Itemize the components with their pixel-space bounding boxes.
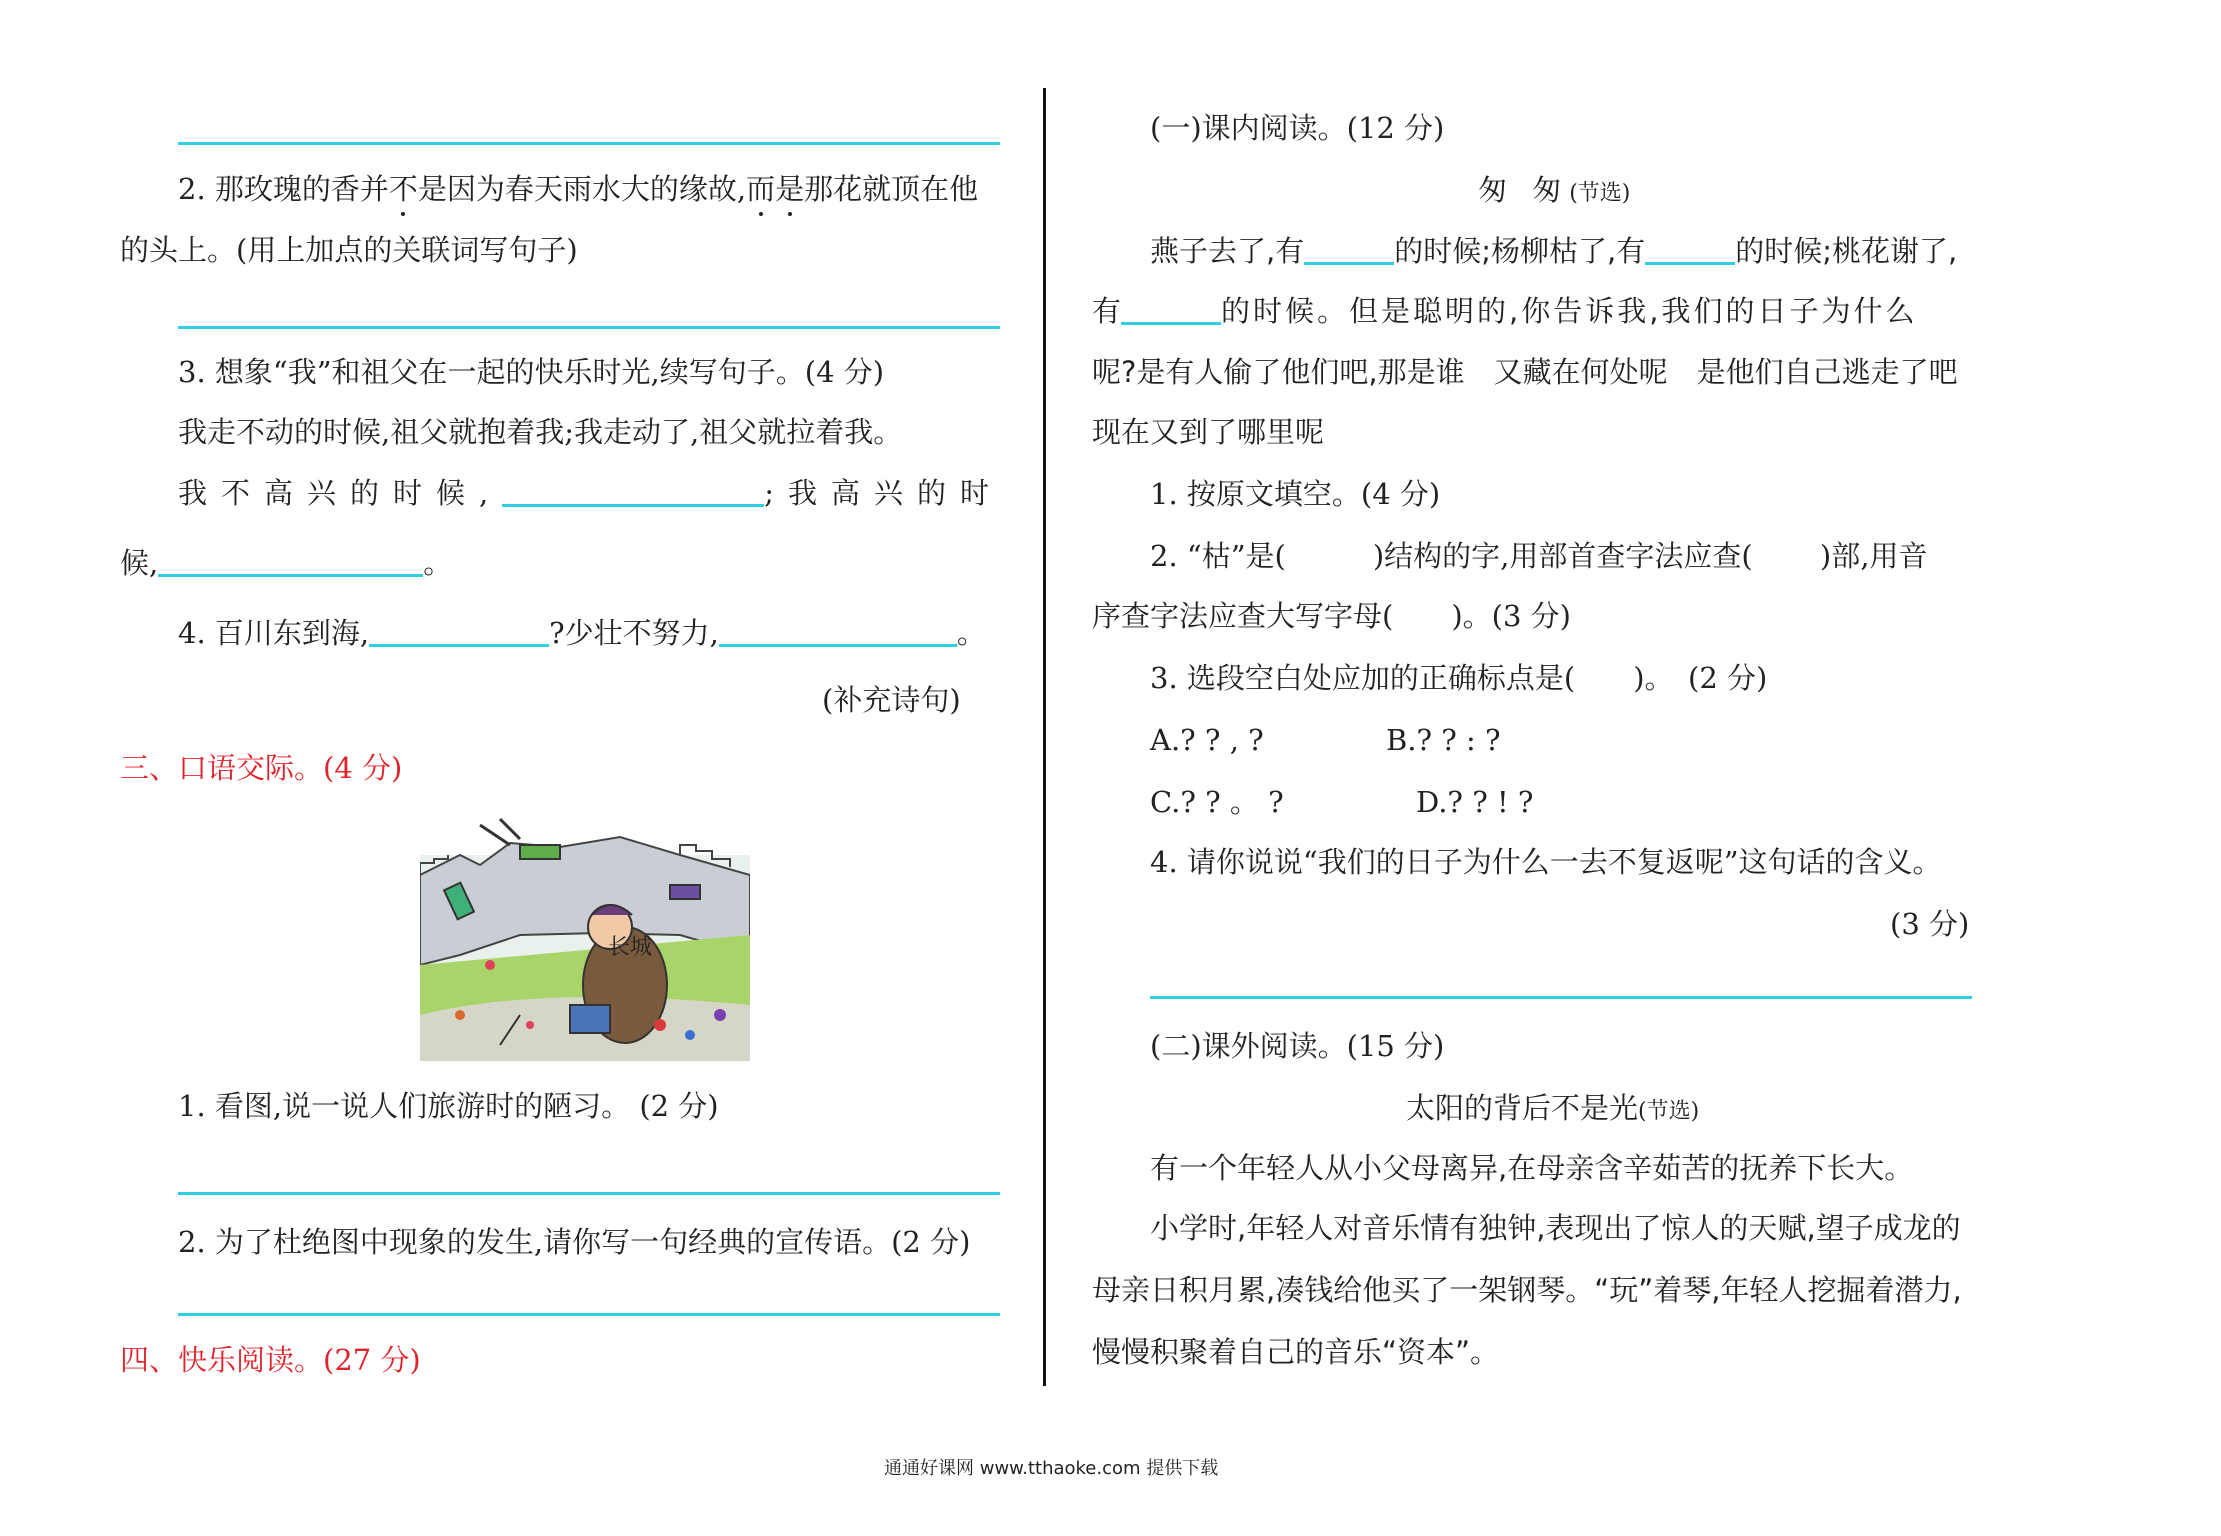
oral-question-2: 2. 为了杜绝图中现象的发生,请你写一句经典的宣传语。(2 分) xyxy=(178,1225,971,1259)
option-a[interactable]: A.? ? , ? xyxy=(1150,723,1264,757)
great-wall-cartoon xyxy=(420,815,750,1061)
part-2-heading: (二)课外阅读。(15 分) xyxy=(1150,1029,1445,1063)
passage-1-line-2: 有 的时候。但是聪明的,你告诉我,我们的日子为什么 xyxy=(1092,294,1918,328)
question-3-fill-line-2: 候, 。 xyxy=(120,546,453,580)
passage-2-line-1: 有一个年轻人从小父母离异,在母亲含辛茹苦的抚养下长大。 xyxy=(1150,1151,1914,1185)
passage-2-line-2: 小学时,年轻人对音乐情有独钟,表现出了惊人的天赋,望子成龙的 xyxy=(1150,1211,1961,1245)
fill-blank[interactable] xyxy=(502,478,764,507)
fill-blank[interactable] xyxy=(1121,296,1221,325)
illustration xyxy=(420,815,750,1061)
question-4: 4. 百川东到海, ?少壮不努力, 。 xyxy=(178,616,986,650)
question-3: 3. 想象“我”和祖父在一起的快乐时光,续写句子。(4 分) xyxy=(178,355,885,389)
oral-question-1: 1. 看图,说一说人们旅游时的陋习。 (2 分) xyxy=(178,1089,719,1123)
option-d[interactable]: D.? ? ! ? xyxy=(1416,785,1534,819)
section-3-heading: 三、口语交际。(4 分) xyxy=(120,751,403,785)
fill-blank[interactable] xyxy=(719,618,957,647)
answer-line[interactable] xyxy=(178,1313,1000,1316)
reading-question-1: 1. 按原文填空。(4 分) xyxy=(1150,477,1441,511)
question-2-line-2: 的头上。(用上加点的关联词写句子) xyxy=(120,233,578,267)
question-2-line-1: 2. 那玫瑰的香并不是因为春天雨水大的缘故,而是那花就顶在他 xyxy=(178,172,979,206)
question-4-note: (补充诗句) xyxy=(822,683,961,717)
passage-1-line-4: 现在又到了哪里呢 xyxy=(1092,415,1325,449)
question-3-fill-line-1: 我不高兴的时候, ;我高兴的时 xyxy=(178,476,1003,510)
column-divider xyxy=(1043,88,1046,1386)
footer-credit: 通通好课网 www.tthaoke.com 提供下载 xyxy=(884,1458,1219,1479)
passage-2-title: 太阳的背后不是光(节选) xyxy=(1406,1091,1700,1125)
fill-blank[interactable] xyxy=(1304,236,1394,265)
emphasis-char: 而 xyxy=(746,172,776,206)
reading-question-2b: 序查字法应查大写字母( )。(3 分) xyxy=(1092,599,1571,633)
wall-label: 长城 xyxy=(608,935,653,960)
passage-2-line-3: 母亲日积月累,凑钱给他买了一架钢琴。“玩”着琴,年轻人挖掘着潜力, xyxy=(1092,1273,1962,1307)
passage-1-line-1: 燕子去了,有 的时候;杨柳枯了,有 的时候;桃花谢了, xyxy=(1150,234,1958,268)
reading-question-4-score: (3 分) xyxy=(1890,907,1970,941)
option-c[interactable]: C.? ? 。 ? xyxy=(1150,785,1284,819)
passage-1-title: 匆 匆(节选) xyxy=(1478,173,1631,207)
question-3-example: 我走不动的时候,祖父就抱着我;我走动了,祖父就拉着我。 xyxy=(178,415,903,449)
passage-2-line-4: 慢慢积聚着自己的音乐“资本”。 xyxy=(1092,1335,1500,1369)
fill-blank[interactable] xyxy=(1645,236,1735,265)
option-b[interactable]: B.? ? : ? xyxy=(1386,723,1501,757)
emphasis-char: 不 xyxy=(388,172,418,206)
answer-line[interactable] xyxy=(1150,996,1972,999)
reading-question-3: 3. 选段空白处应加的正确标点是( )。 (2 分) xyxy=(1150,661,1768,695)
reading-question-4: 4. 请你说说“我们的日子为什么一去不复返呢”这句话的含义。 xyxy=(1150,845,1942,879)
answer-line[interactable] xyxy=(178,326,1000,329)
emphasis-char: 是 xyxy=(775,172,805,206)
answer-line[interactable] xyxy=(178,142,1000,145)
passage-1-line-3: 呢?是有人偷了他们吧,那是谁 又藏在何处呢 是他们自己逃走了吧 xyxy=(1092,355,1958,389)
section-4-heading: 四、快乐阅读。(27 分) xyxy=(120,1343,421,1377)
reading-question-2a: 2. “枯”是( )结构的字,用部首查字法应查( )部,用音 xyxy=(1150,539,1928,573)
answer-line[interactable] xyxy=(178,1192,1000,1195)
fill-blank[interactable] xyxy=(158,548,423,577)
fill-blank[interactable] xyxy=(369,618,549,647)
part-1-heading: (一)课内阅读。(12 分) xyxy=(1150,111,1445,145)
